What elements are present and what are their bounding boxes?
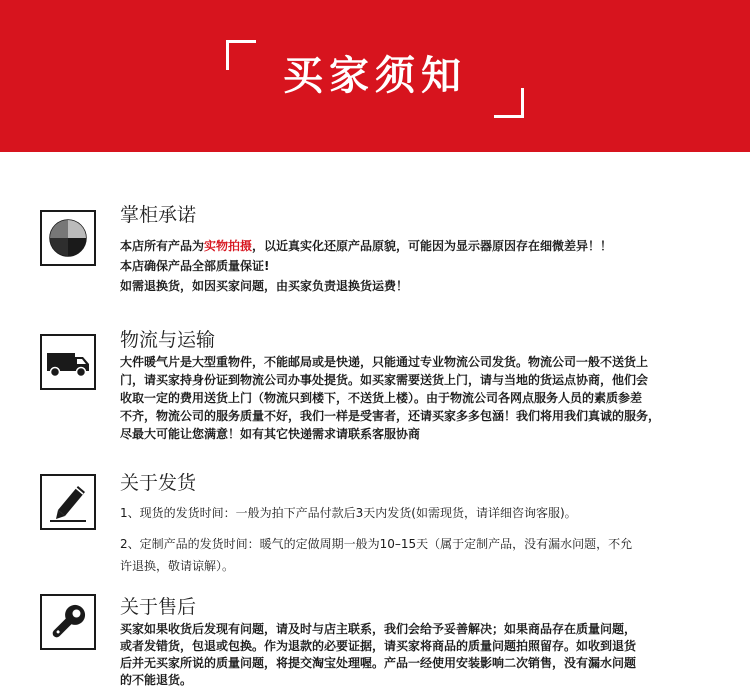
promise-line-1 <box>120 236 728 256</box>
after-sales-line-2: 或者发错货，包退或包换。作为退款的必要证据，请买家将商品的质量问题拍照留存。如收到退货 <box>120 639 637 653</box>
section-body <box>120 236 728 296</box>
promise-text-pre: 本店所有产品为 <box>120 239 205 253</box>
promise-line-2: 本店确保产品全部质量保证! <box>120 259 270 273</box>
section-title: 关于发货 <box>120 472 197 494</box>
page-title: 买家须知 <box>283 53 467 99</box>
wrench-icon <box>40 594 96 650</box>
section-title: 关于售后 <box>120 596 197 618</box>
section-title: 掌柜承诺 <box>120 204 197 226</box>
promise-text-post: ，以近真实化还原产品原貌，可能因为显示器原因存在细微差异！！ <box>252 239 613 253</box>
logistics-line-2: 门，请买家持身份证到物流公司办事处提货。如买家需要送货上门，请与当地的货运点协商，他们会 <box>120 373 649 387</box>
header-banner <box>0 0 750 152</box>
promise-highlight: 实物拍摄 <box>204 239 253 253</box>
after-sales-line-4: 的不能退货。 <box>120 673 193 687</box>
section-body <box>120 502 728 577</box>
after-sales-line-3: 后并无买家所说的质量问题，将提交淘宝处理喔。产品一经使用安装影响二次销售，没有漏水问题 <box>120 656 637 670</box>
section-body <box>120 621 728 689</box>
shipping-item-2-line-2: 许退换，敬请谅解）。 <box>120 559 235 573</box>
logistics-line-3: 收取一定的费用送货上门（物流只到楼下，不送货上楼）。由于物流公司各网点服务人员的素质参差 <box>120 391 643 405</box>
logistics-line-1: 大件暖气片是大型重物件，不能邮局或是快递，只能通过专业物流公司发货。物流公司一般不送货上 <box>120 355 649 369</box>
pie-chart-icon <box>40 210 96 266</box>
section-body <box>120 353 728 443</box>
shipping-item-1: 1、现货的发货时间：一般为拍下产品付款后3天内发货(如需现货，请详细咨询客服)。 <box>120 506 577 520</box>
section-title: 物流与运输 <box>120 329 216 351</box>
pen-sign-icon <box>40 474 96 530</box>
after-sales-line-1: 买家如果收货后发现有问题，请及时与店主联系，我们会给予妥善解决；如果商品存在质量问题， <box>120 622 637 636</box>
delivery-van-icon <box>40 334 96 390</box>
promise-line-3: 如需退换货，如因买家问题，由买家负责退换货运费！ <box>120 279 409 293</box>
shipping-item-2-line-1: 2、定制产品的发货时间：暖气的定做周期一般为10–15天（属于定制产品，没有漏水问题，不允 <box>120 537 633 551</box>
logistics-line-5: 尽最大可能让您满意！如有其它快递需求请联系客服协商 <box>120 427 421 441</box>
logistics-line-4: 不齐，物流公司的服务质量不好，我们一样是受害者，还请买家多多包涵！我们将用我们真诚的服务， <box>120 409 661 423</box>
